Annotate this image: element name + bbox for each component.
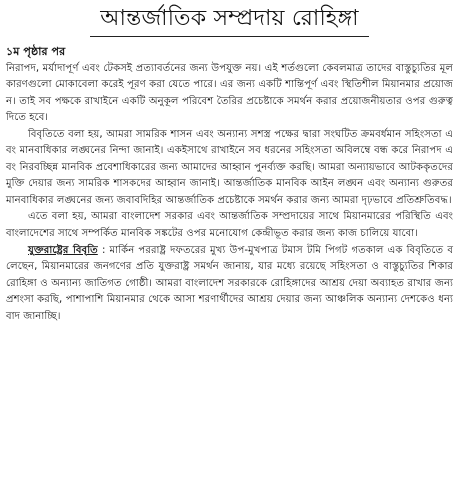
continuation-label: ১ম পৃষ্ঠার পর xyxy=(6,45,66,58)
us-statement-separator: : xyxy=(97,244,110,256)
headline-box xyxy=(90,4,368,37)
article-body xyxy=(6,44,453,325)
headline: আন্তর্জাতিক সম্প্রদায় রোহিঙ্গা xyxy=(100,5,359,31)
us-statement-body: মার্কিন পররাষ্ট্র দফতরের মুখ্য উপ-মুখপাত্র টমাস টমি পিগট গতকাল এক বিবৃতিতে বলেছেন, মিয়ানমারের জনগণের প্রতি যুক্তরাষ্ট্র সমর্থন জানায়, যার মধ্যে রয়েছে সহিংসতা ও বাস্তুচ্যুতির শিকার রোহিঙ্গা ও অন্যান্য জাতিগত গোষ্ঠী। আমরা বাংলাদেশ সরকারকে রোহিঙ্গাদের আশ্রয় দেয়া অব্যাহত রাখার জন্য প্রশংসা করছি, পাশাপাশি মিয়ানমার থেকে আসা শরণার্থীদের আশ্রয় দেয়ার জন্য আঞ্চলিক অন্যান্য দেশকেও ধন্যবাদ জানাচ্ছি। xyxy=(6,244,453,322)
us-statement-paragraph xyxy=(6,243,453,326)
paragraph-2: বিবৃতিতে বলা হয়, আমরা সামরিক শাসন এবং অন্যান্য সশস্ত্র পক্ষের দ্বারা সংঘটিত ক্রমবর্ধমান সহিংসতা এবং মানবাধিকার লঙ্ঘনের নিন্দা জানাই। একইসাথে রাখাইনে সব ধরনের সহিংসতা অবিলম্বে বন্ধ করে নিরাপদ এবং নিরবচ্ছিন্ন মানবিক প্রবেশাধিকারের জন্য আমাদের আহ্বান পুনর্ব্যক্ত করছি। আমরা অন্যায়ভাবে আটককৃতদের মুক্তি দেয়ার জন্য সামরিক শাসকদের আহ্বান জানাই। আন্তর্জাতিক মানবিক আইন লঙ্ঘন এবং অন্যান্য গুরুতর মানবাধিকার লঙ্ঘনের জন্য জবাবদিহির আন্তর্জাতিক প্রচেষ্টাকে সমর্থন করার জন্য আমরা দৃঢ়ভাবে প্রতিশ্রুতিবদ্ধ। xyxy=(6,128,453,206)
headline-area xyxy=(0,0,459,40)
paragraph-1: নিরাপদ, মর্যাদাপূর্ণ এবং টেকসই প্রত্যাবর্তনের জন্য উপযুক্ত নয়। এই শর্তগুলো কেবলমাত্র তাদের বাস্তুচ্যুতির মূল কারণগুলো মোকাবেলা করেই পূরণ করা যেতে পারে। এর জন্য একটি শান্তিপূর্ণ এবং স্থিতিশীল মিয়ানমার প্রয়োজন। তাই সব পক্ষকে রাখাইনে একটি অনুকূল পরিবেশ তৈরির প্রচেষ্টাকে সমর্থন করার প্রয়োজনীয়তার ওপর গুরুত্ব দিতে হবে। xyxy=(6,62,453,124)
paragraph-3: এতে বলা হয়, আমরা বাংলাদেশ সরকার এবং আন্তর্জাতিক সম্প্রদায়ের সাথে মিয়ানমারের পরিস্থিতি এবং বাংলাদেশের সাথে সম্পর্কিত মানবিক সঙ্কটের ওপর মনোযোগ কেন্দ্রীভূত করার জন্য কাজ চালিয়ে যাবো। xyxy=(6,211,453,239)
us-statement-subhead: যুক্তরাষ্ট্রের বিবৃতি xyxy=(28,244,98,256)
